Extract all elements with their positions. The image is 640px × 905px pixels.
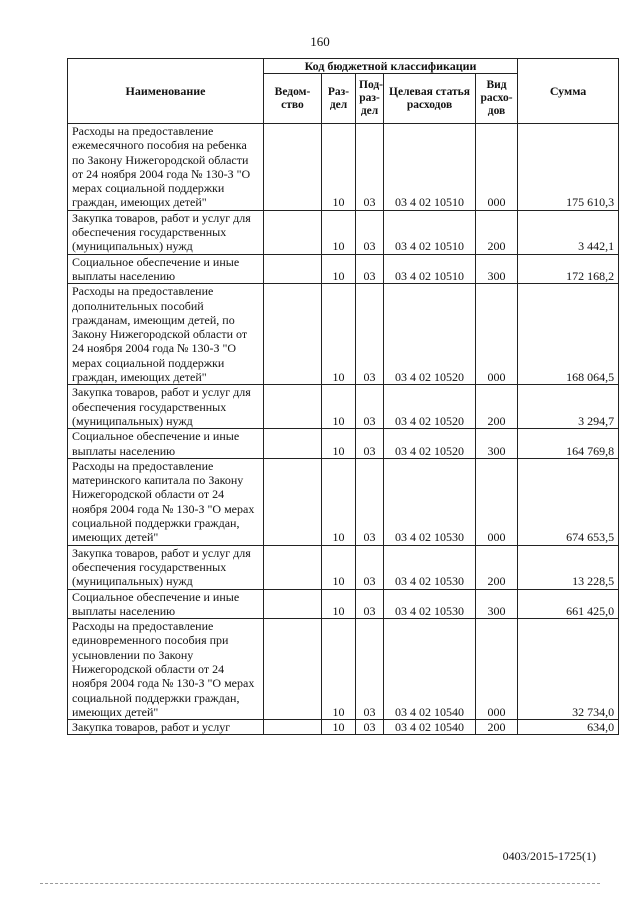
- row-vedomstvo: [264, 720, 322, 735]
- row-sum: 13 228,5: [518, 545, 619, 589]
- header-podrazdel: Под-раз-дел: [356, 74, 384, 124]
- row-vid: 300: [476, 429, 518, 459]
- budget-table: [67, 58, 619, 735]
- row-razdel: 10: [322, 458, 356, 545]
- table-row: [68, 720, 619, 735]
- row-podrazdel: 03: [356, 619, 384, 720]
- row-celevaya: 03 4 02 10540: [384, 619, 476, 720]
- table-row: [68, 458, 619, 545]
- row-vid: 000: [476, 124, 518, 211]
- row-celevaya: 03 4 02 10530: [384, 545, 476, 589]
- row-vid: 200: [476, 545, 518, 589]
- row-vid: 000: [476, 619, 518, 720]
- row-celevaya: 03 4 02 10520: [384, 429, 476, 459]
- table-row: [68, 589, 619, 619]
- row-name: Расходы на предоставление дополнительных пособий гражданам, имеющим детей, по Закону Нижегородской области от 24 ноября 2004 года № 130-З "О мерах социальной поддержки граждан, имеющих детей": [68, 284, 264, 385]
- row-sum: 3 294,7: [518, 385, 619, 429]
- row-vid: 200: [476, 385, 518, 429]
- row-vid: 200: [476, 720, 518, 735]
- row-vedomstvo: [264, 124, 322, 211]
- row-razdel: 10: [322, 619, 356, 720]
- row-podrazdel: 03: [356, 284, 384, 385]
- row-podrazdel: 03: [356, 720, 384, 735]
- table-row: [68, 429, 619, 459]
- row-sum: 168 064,5: [518, 284, 619, 385]
- row-vedomstvo: [264, 458, 322, 545]
- row-name: Расходы на предоставление материнского капитала по Закону Нижегородской области от 24 ноября 2004 года № 130-З "О мерах социальной поддержки граждан, имеющих детей": [68, 458, 264, 545]
- row-sum: 661 425,0: [518, 589, 619, 619]
- header-vid: Вид расхо-дов: [476, 74, 518, 124]
- row-name: Закупка товаров, работ и услуг: [68, 720, 264, 735]
- row-sum: 32 734,0: [518, 619, 619, 720]
- row-podrazdel: 03: [356, 385, 384, 429]
- row-sum: 674 653,5: [518, 458, 619, 545]
- row-podrazdel: 03: [356, 254, 384, 284]
- row-vedomstvo: [264, 429, 322, 459]
- table-row: [68, 385, 619, 429]
- row-vedomstvo: [264, 254, 322, 284]
- row-vid: 000: [476, 458, 518, 545]
- row-name: Закупка товаров, работ и услуг для обеспечения государственных (муниципальных) нужд: [68, 545, 264, 589]
- row-celevaya: 03 4 02 10520: [384, 385, 476, 429]
- table-row: [68, 254, 619, 284]
- header-code-group: Код бюджетной классификации: [264, 59, 518, 74]
- row-podrazdel: 03: [356, 124, 384, 211]
- row-vid: 200: [476, 210, 518, 254]
- row-vid: 300: [476, 254, 518, 284]
- row-name: Социальное обеспечение и иные выплаты населению: [68, 589, 264, 619]
- row-name: Закупка товаров, работ и услуг для обеспечения государственных (муниципальных) нужд: [68, 385, 264, 429]
- table-row: [68, 619, 619, 720]
- row-podrazdel: 03: [356, 458, 384, 545]
- row-razdel: 10: [322, 545, 356, 589]
- header-row-top: [68, 59, 619, 74]
- header-name: Наименование: [68, 59, 264, 124]
- row-celevaya: 03 4 02 10530: [384, 458, 476, 545]
- page-number: 160: [310, 34, 330, 49]
- table-row: [68, 124, 619, 211]
- row-name: Расходы на предоставление ежемесячного пособия на ребенка по Закону Нижегородской области от 24 ноября 2004 года № 130-З "О мерах социальной поддержки граждан, имеющих детей": [68, 124, 264, 211]
- budget-table-wrapper: [67, 58, 618, 735]
- row-vedomstvo: [264, 545, 322, 589]
- header-vedomstvo: Ведом-ство: [264, 74, 322, 124]
- row-razdel: 10: [322, 589, 356, 619]
- row-podrazdel: 03: [356, 210, 384, 254]
- row-podrazdel: 03: [356, 429, 384, 459]
- row-podrazdel: 03: [356, 545, 384, 589]
- table-row: [68, 284, 619, 385]
- row-celevaya: 03 4 02 10540: [384, 720, 476, 735]
- row-razdel: 10: [322, 385, 356, 429]
- row-sum: 3 442,1: [518, 210, 619, 254]
- table-row: [68, 210, 619, 254]
- row-vid: 000: [476, 284, 518, 385]
- table-row: [68, 545, 619, 589]
- row-sum: 172 168,2: [518, 254, 619, 284]
- row-name: Социальное обеспечение и иные выплаты населению: [68, 429, 264, 459]
- table-body: [68, 124, 619, 735]
- row-celevaya: 03 4 02 10520: [384, 284, 476, 385]
- row-razdel: 10: [322, 429, 356, 459]
- header-sum: Сумма: [518, 59, 619, 124]
- row-razdel: 10: [322, 210, 356, 254]
- row-vedomstvo: [264, 284, 322, 385]
- row-razdel: 10: [322, 284, 356, 385]
- row-name: Расходы на предоставление единовременного пособия при усыновлении по Закону Нижегородской области от 24 ноября 2004 года № 130-З "О мерах социальной поддержки граждан, имеющих детей": [68, 619, 264, 720]
- row-vedomstvo: [264, 385, 322, 429]
- row-vedomstvo: [264, 589, 322, 619]
- row-razdel: 10: [322, 254, 356, 284]
- row-vid: 300: [476, 589, 518, 619]
- row-vedomstvo: [264, 210, 322, 254]
- row-razdel: 10: [322, 720, 356, 735]
- row-vedomstvo: [264, 619, 322, 720]
- header-razdel: Раз-дел: [322, 74, 356, 124]
- footer-divider: [40, 883, 600, 884]
- row-razdel: 10: [322, 124, 356, 211]
- row-celevaya: 03 4 02 10510: [384, 210, 476, 254]
- row-celevaya: 03 4 02 10510: [384, 254, 476, 284]
- row-name: Закупка товаров, работ и услуг для обеспечения государственных (муниципальных) нужд: [68, 210, 264, 254]
- row-celevaya: 03 4 02 10510: [384, 124, 476, 211]
- row-podrazdel: 03: [356, 589, 384, 619]
- header-celevaya: Целевая статья расходов: [384, 74, 476, 124]
- document-code: 0403/2015-1725(1): [502, 849, 596, 863]
- row-sum: 175 610,3: [518, 124, 619, 211]
- row-celevaya: 03 4 02 10530: [384, 589, 476, 619]
- row-sum: 164 769,8: [518, 429, 619, 459]
- row-name: Социальное обеспечение и иные выплаты населению: [68, 254, 264, 284]
- row-sum: 634,0: [518, 720, 619, 735]
